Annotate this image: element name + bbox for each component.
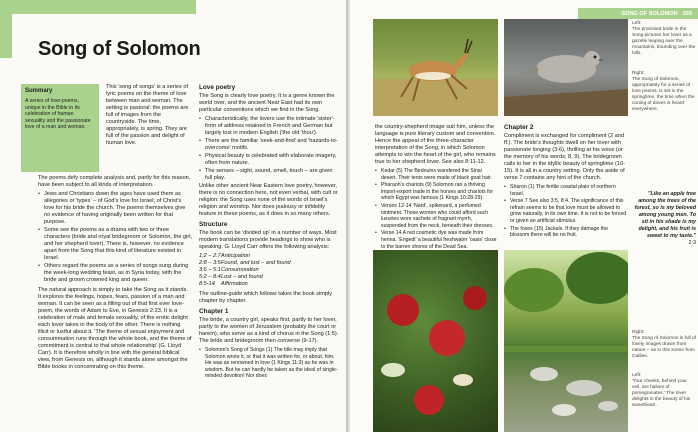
- page-number: 393: [682, 10, 692, 17]
- structure-row: 5:2 – 8:4 Lost – and found: [199, 274, 263, 280]
- pull-quote: "Like an apple tree among the trees of the forest, so is my beloved among young men. To sit in his shade is my delight, and his fruit is sweet to my taste." 2:3: [634, 191, 696, 246]
- dove-illustration: [504, 19, 628, 116]
- intro-column: [38, 175, 192, 373]
- intro-para-3: The natural approach is simply to take the Song as it stands. It explores the feelings, hopes, fears, passion of a man and woman. It can be seen as a filling out of that first ever love-poem, the words of Adam to Eve, in Genesis 2:23. It is a celebration of male and female sexuality, of the erotic delight each lover takes in the body of the other. There is nothing illicit or lustful about it. 'The theme of sexual enjoyment and consummation runs through the whole book, and the theme of commitment is central to that whole relationship' (G. Lloyd Carr). It is therefore wholly in line with the general biblical view, from Genesis on, although it stands alone amongst the Bible books in concentrating on this theme.: [38, 287, 192, 370]
- love-bullet-2: • There are the familiar 'seek-and-find' and 'hazards-to-overcome' motifs.: [199, 138, 339, 152]
- continued-text: the country-shepherd image suit him, unless the language is pure literary custom and convention. Hence the appeal of the three-character interpretation of the Song, in which Solomon attempts to win the heart of the girl, who remains true to her shepherd lover. See also 8:11-12.: [375, 124, 496, 165]
- pomegranate-photo: [373, 250, 498, 432]
- structure-row: 8:5-14 Affirmation: [199, 281, 248, 287]
- structure-list: [199, 253, 339, 288]
- caption-dove: Right: The Song of Solomon, appropriately for a series of love poems, is set in the springtime, the time when the cooing of doves is heard everywhere.: [632, 71, 695, 112]
- love-heading: Love poetry: [199, 84, 236, 91]
- chapter-1-note: • Solomon's Song of Songs (1) The title may imply that Solomon wrote it, or that it was written for, or about, him. He was as renowned in love (1 Kings 11:3) as he was in wisdom. But he can hardly be taken as the ideal of single-minded devotion! Nor does: [199, 347, 339, 380]
- caption-galilee: Right: The Song of Solomon is full of lovely images drawn from nature – as in this scene from Galilee.: [632, 330, 696, 359]
- summary-text: A series of love-poems, unique in the Bible in its celebration of human sexuality and the passionate love of a man and woman.: [25, 98, 91, 131]
- structure-row: 2:8 – 3:5 Found, and lost – and found: [199, 260, 291, 266]
- chapter-2-text: Compliment is exchanged for compliment (2 and ff.). The bride's thoughts dwell on her lover with passionate longing (3-6), thrilling at his voice (or the memory of his words; 8, 9). The bridegroom calls to her in the idyllic beauty of springtime (10-15). It is all in a country setting. Only the aside of verse 7 contains any hint of the church.: [504, 133, 625, 181]
- love-intro: The Song is clearly love poetry. It is a genre known the world over, and the ancient Near East had its own particular conventions which we find in the Song.: [199, 93, 335, 113]
- right-column-1: [375, 124, 497, 251]
- galilee-photo: [504, 250, 628, 432]
- outline-note: The outline-guide which follows takes the book simply chapter by chapter.: [199, 291, 333, 304]
- galilee-illustration: [504, 250, 628, 432]
- love-bullet-4: • The senses – sight, sound, smell, touch – are given full play.: [199, 168, 339, 182]
- page-title: Song of Solomon: [38, 38, 201, 60]
- summary-heading: Summary: [25, 88, 53, 94]
- right-column-2: [504, 124, 628, 240]
- structure-heading: Structure: [199, 221, 228, 228]
- love-para: Unlike other ancient Near Eastern love poetry, however, there is no connection here, not even verbal, with cult or religion: the Song uses none of the words of Israel's religion and worship. Nor does jealousy or infidelity feature in these poems, as it does in so many others.: [199, 183, 338, 217]
- love-bullet-3: • Physical beauty is celebrated with elaborate imagery, often from nature.: [199, 153, 339, 167]
- structure-row: 3:6 – 5:1 Consummation: [199, 267, 259, 273]
- accent-bar-top: [0, 0, 196, 14]
- chapter-1-heading: Chapter 1: [199, 308, 229, 315]
- intro-bullet-1: • Jews and Christians down the ages have used them as allegories or 'types' – of God's love for Israel; of Christ's love for his bride the church. The poems themselves give no evidence of having originally been written for that purpose.: [38, 191, 192, 226]
- structure-row: 1:2 – 2:7 Anticipation: [199, 253, 250, 259]
- love-column: [199, 84, 339, 381]
- note-sharon: • Sharon (1) The fertile coastal plain of northern Israel.: [504, 184, 628, 197]
- note-verse-7: • Verse 7 See also 3:5, 8:4. The significance of this refrain seems to be that love must be allowed to grow naturally, in its own time. It is not to be forced or given an artificial stimulus.: [504, 198, 628, 224]
- summary-box: [21, 84, 99, 172]
- note-kedar: • Kedar (5) The Bedouins wandered the Sinai desert. Their tents were made of black goat hair.: [375, 168, 497, 181]
- running-head: [578, 8, 698, 19]
- note-nard: • Verses 12-14 'Nard', spikenard, a perfumed ointment. Those women who could afford such luxuries wore sachets of fragrant myrrh, suspended from the neck, beneath their dresses.: [375, 203, 497, 229]
- chapter-1-text: The bride, a country girl, speaks first, partly to her lover, partly to the women of Jerusalem (probably the court or harem), who serve as a kind of chorus in the Song (1:5). The bride and bridegroom then converse (9-17).: [199, 317, 339, 344]
- pomegranate-illustration: [373, 250, 498, 432]
- gazelle-illustration: [373, 19, 498, 116]
- gazelle-photo: [373, 19, 498, 116]
- structure-intro: The book can be 'divided up' in a number of ways. Most modern translations provide headings to show who is speaking. G. Lloyd Carr offers the following analysis:: [199, 230, 337, 250]
- running-head-title: SONG OF SOLOMON: [621, 10, 678, 17]
- intro-para-1: This 'song of songs' is a series of lyric poems on the theme of love between man and woman. The setting is pastoral: the poems are full of images from the countryside. The time, appropriately, is spring. They are full of the passion and delight of human love.: [106, 84, 189, 146]
- caption-gazelle: Left: The promised bride in the Song pictures her lover as a gazelle leaping over the mountains, bounding over the hills.: [632, 21, 696, 56]
- note-henna: • Verse 14 A red cosmetic dye was made from henna. 'Engedi' a beautiful freshwater 'oasis' close to the barren shores of the Dead Sea.: [375, 230, 497, 250]
- intro-bullet-2: • Some see the poems as a drama with two or three characters (bride and royal bridegroom or Solomon, the girl, and her shepherd lover). There is, however, no evidence apart from the Song that this kind of literature existed in Israel.: [38, 227, 192, 262]
- love-bullet-1: • Characteristically, the lovers use the intimate 'sister'-form of address retained in French and German but largely lost in modern English ('the old 'thou').: [199, 116, 339, 137]
- left-page: [0, 0, 346, 432]
- dove-photo: [504, 19, 628, 116]
- intro-para-2: The poems defy complete analysis and, partly for this reason, have been subject to all kinds of interpretation.: [38, 175, 191, 188]
- caption-pomegranate: Left: 'Your cheeks, behind your veil, are halves of pomegranates.' The lover delights in the beauty of his sweetheart.: [632, 373, 691, 408]
- chapter-2-heading: Chapter 2: [504, 124, 534, 131]
- note-chariots: • Pharaoh's chariots (9) Solomon ran a thriving import-export trade in the horses and chariots for which Egypt was famous (1 Kings 10:28-29).: [375, 182, 497, 202]
- intro-bullet-3: • Others regard the poems as a series of songs sung during the week-long wedding feast, as in Syria today, with the bride and groom crowned king and queen.: [38, 263, 192, 284]
- right-page: [350, 0, 698, 432]
- note-foxes: • The foxes (15) Jackals. If they damage the blossom there will be no fruit.: [504, 226, 628, 239]
